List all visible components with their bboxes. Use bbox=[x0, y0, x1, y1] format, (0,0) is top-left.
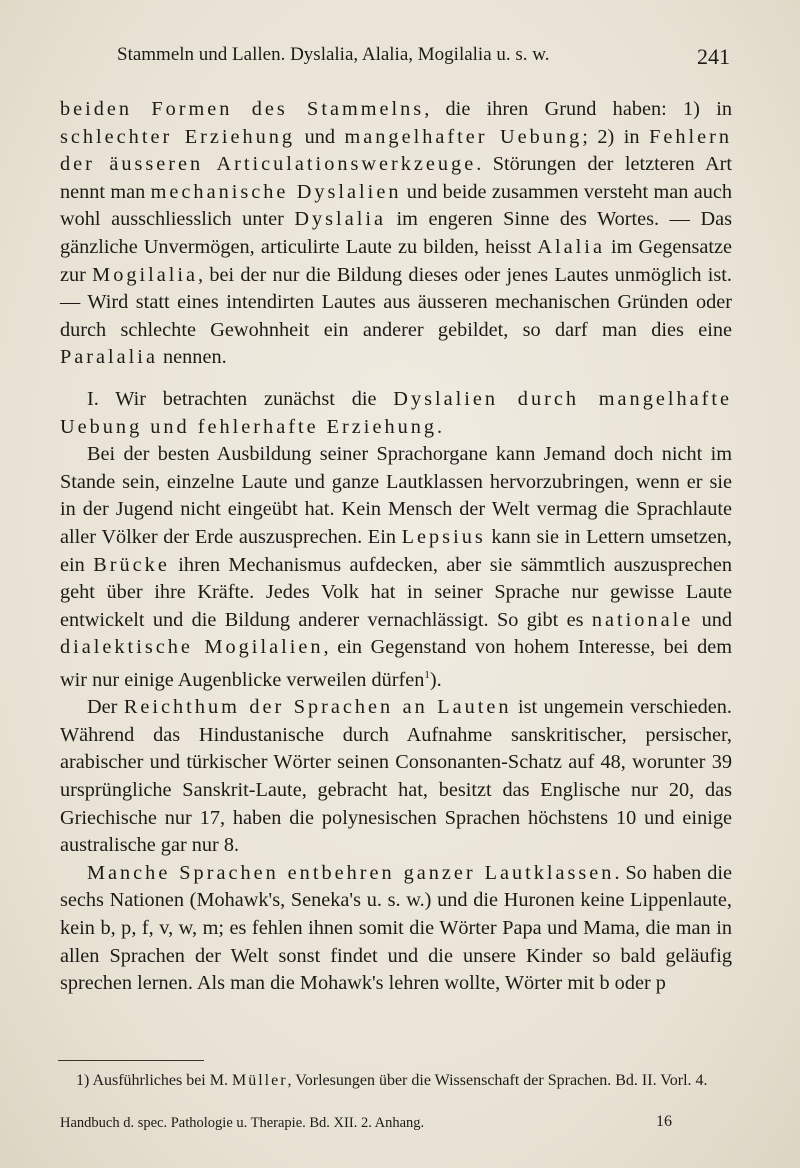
emphasis-text: Lepsius bbox=[401, 525, 486, 548]
emphasis-text: Alalia bbox=[537, 235, 605, 258]
paragraph-1 bbox=[60, 96, 732, 372]
text-run: Bei der besten Ausbildung seiner Sprachorgane kann Jemand doch nicht im Stande sein, einzelne Laute und ganze Lautklassen hervorzubringen, wenn er sie in der Jugend nicht eingeübt hat. Kein Mensch der Welt vermag die Sprachlaute aller Völker der Erde auszusprechen. Ein bbox=[60, 443, 732, 548]
emphasis-text: nationale bbox=[591, 608, 694, 631]
signature-mark: 16 bbox=[656, 1113, 672, 1130]
emphasis-text: Manche Sprachen entbehren ganzer Lautklassen bbox=[87, 861, 615, 884]
emphasis-text: Dyslalia bbox=[294, 208, 386, 231]
emphasis-text: beiden Formen des Stammelns bbox=[60, 98, 425, 120]
running-header bbox=[117, 44, 730, 74]
text-run: ihren Mechanismus aufdecken, aber sie sämmtlich auszusprechen geht über ihre Kräfte. Jedes Volk hat in seiner Sprache nur gewisse Laute entwickelt und die Bildung anderer vernachlässigt. So gibt es bbox=[60, 553, 732, 631]
body-text bbox=[60, 96, 732, 998]
emphasis-text: mangelhafter Uebung bbox=[344, 125, 583, 148]
footnote-marker: 1 bbox=[424, 668, 430, 681]
text-run: Der bbox=[87, 696, 124, 719]
emphasis-text: mechanische Dyslalien bbox=[150, 180, 402, 203]
page-number: 241 bbox=[697, 44, 730, 69]
emphasis-text: schlechter Erziehung bbox=[60, 125, 296, 148]
text-run: und beide zusammen versteht man auch wohl ausschliesslich unter bbox=[60, 180, 732, 231]
running-title: Stammeln und Lallen. Dyslalia, Alalia, Mogilalia u. s. w. bbox=[117, 44, 550, 65]
text-run: , bei der nur die Bildung dieses oder jenes Lautes unmöglich ist. — Wird statt eines intendirten Lautes aus äusseren mechanischen Gründen oder durch schlechte Gewohnheit ein anderer gebildet, so darf man dies eine bbox=[60, 263, 732, 341]
text-run: ). bbox=[429, 668, 442, 691]
text-run: , Vorlesungen über die Wissenschaft der Sprachen. Bd. II. Vorl. 4. bbox=[287, 1072, 708, 1089]
emphasis-text: Reichthum der Sprachen an Lauten bbox=[123, 696, 512, 719]
paragraph-3 bbox=[60, 441, 732, 694]
text-run: I. Wir betrachten zunächst die bbox=[87, 387, 394, 410]
text-run: . Störungen der letzteren Art nennt man bbox=[60, 153, 733, 203]
text-run: , die ihren Grund haben: 1) in bbox=[424, 98, 732, 120]
text-run: im engeren Sinne des Wortes. — Das gänzliche Unvermögen, articulirte Laute zu bilden, heisst bbox=[60, 208, 732, 258]
emphasis-text: Fehlern der äusseren Articulationswerkzeuge bbox=[60, 125, 733, 176]
text-run: , ein Gegenstand von hohem Interesse, bei dem wir nur einige Augenblicke verweilen dürfen bbox=[60, 636, 732, 691]
emphasis-text: Mogilalia bbox=[92, 263, 199, 286]
emphasis-text: Dyslalien durch mangelhafte Uebung und fehlerhafte Erziehung bbox=[60, 387, 732, 438]
emphasis-text: Brücke bbox=[93, 553, 170, 576]
text-run: im Gegensatze zur bbox=[60, 235, 733, 286]
text-run: und bbox=[693, 608, 732, 631]
emphasis-text: Müller bbox=[231, 1072, 288, 1089]
text-run: . So haben die sechs Nationen (Mohawk's, Seneka's u. s. w.) und die Huronen keine Lippenlaute, kein b, p, f, v, w, m; es fehlen ihnen somit die Wörter Papa und Mama, die man in allen Sprachen der Welt sonst findet und die unsere Kinder so bald geläufig sprechen lernen. Als man die Mohawk's lehren wollte, Wörter mit b oder p bbox=[60, 861, 732, 995]
paragraph-2 bbox=[60, 386, 732, 441]
paragraph-4 bbox=[60, 694, 732, 860]
text-run: . bbox=[437, 415, 443, 438]
emphasis-text: dialektische Mogilalien bbox=[60, 636, 324, 659]
text-run: ist ungemein verschieden. Während das Hindustanische durch Aufnahme sanskritischer, persischer, arabischer und türkischer Wörter seinen Consonanten-Schatz auf 48, worunter 39 ursprüngliche Sanskrit-Laute, gebracht hat, besitzt das Englische nur 20, das Griechische nur 17, haben die polynesischen Sprachen höchstens 10 und einige australische gar nur 8. bbox=[60, 696, 732, 857]
paragraph-5 bbox=[60, 860, 732, 998]
footnote-divider bbox=[58, 1060, 204, 1061]
text-run: nennen. bbox=[157, 346, 227, 369]
imprint-line: Handbuch d. spec. Pathologie u. Therapie. Bd. XII. 2. Anhang. bbox=[60, 1115, 425, 1131]
text-run: 1) Ausführliches bei M. bbox=[76, 1072, 232, 1089]
text-run: ; 2) in bbox=[582, 125, 650, 148]
footnote bbox=[60, 1070, 732, 1091]
emphasis-text: Paralalia bbox=[60, 346, 158, 369]
text-run: kann sie in Lettern umsetzen, ein bbox=[60, 525, 732, 576]
text-run: und bbox=[295, 125, 345, 148]
